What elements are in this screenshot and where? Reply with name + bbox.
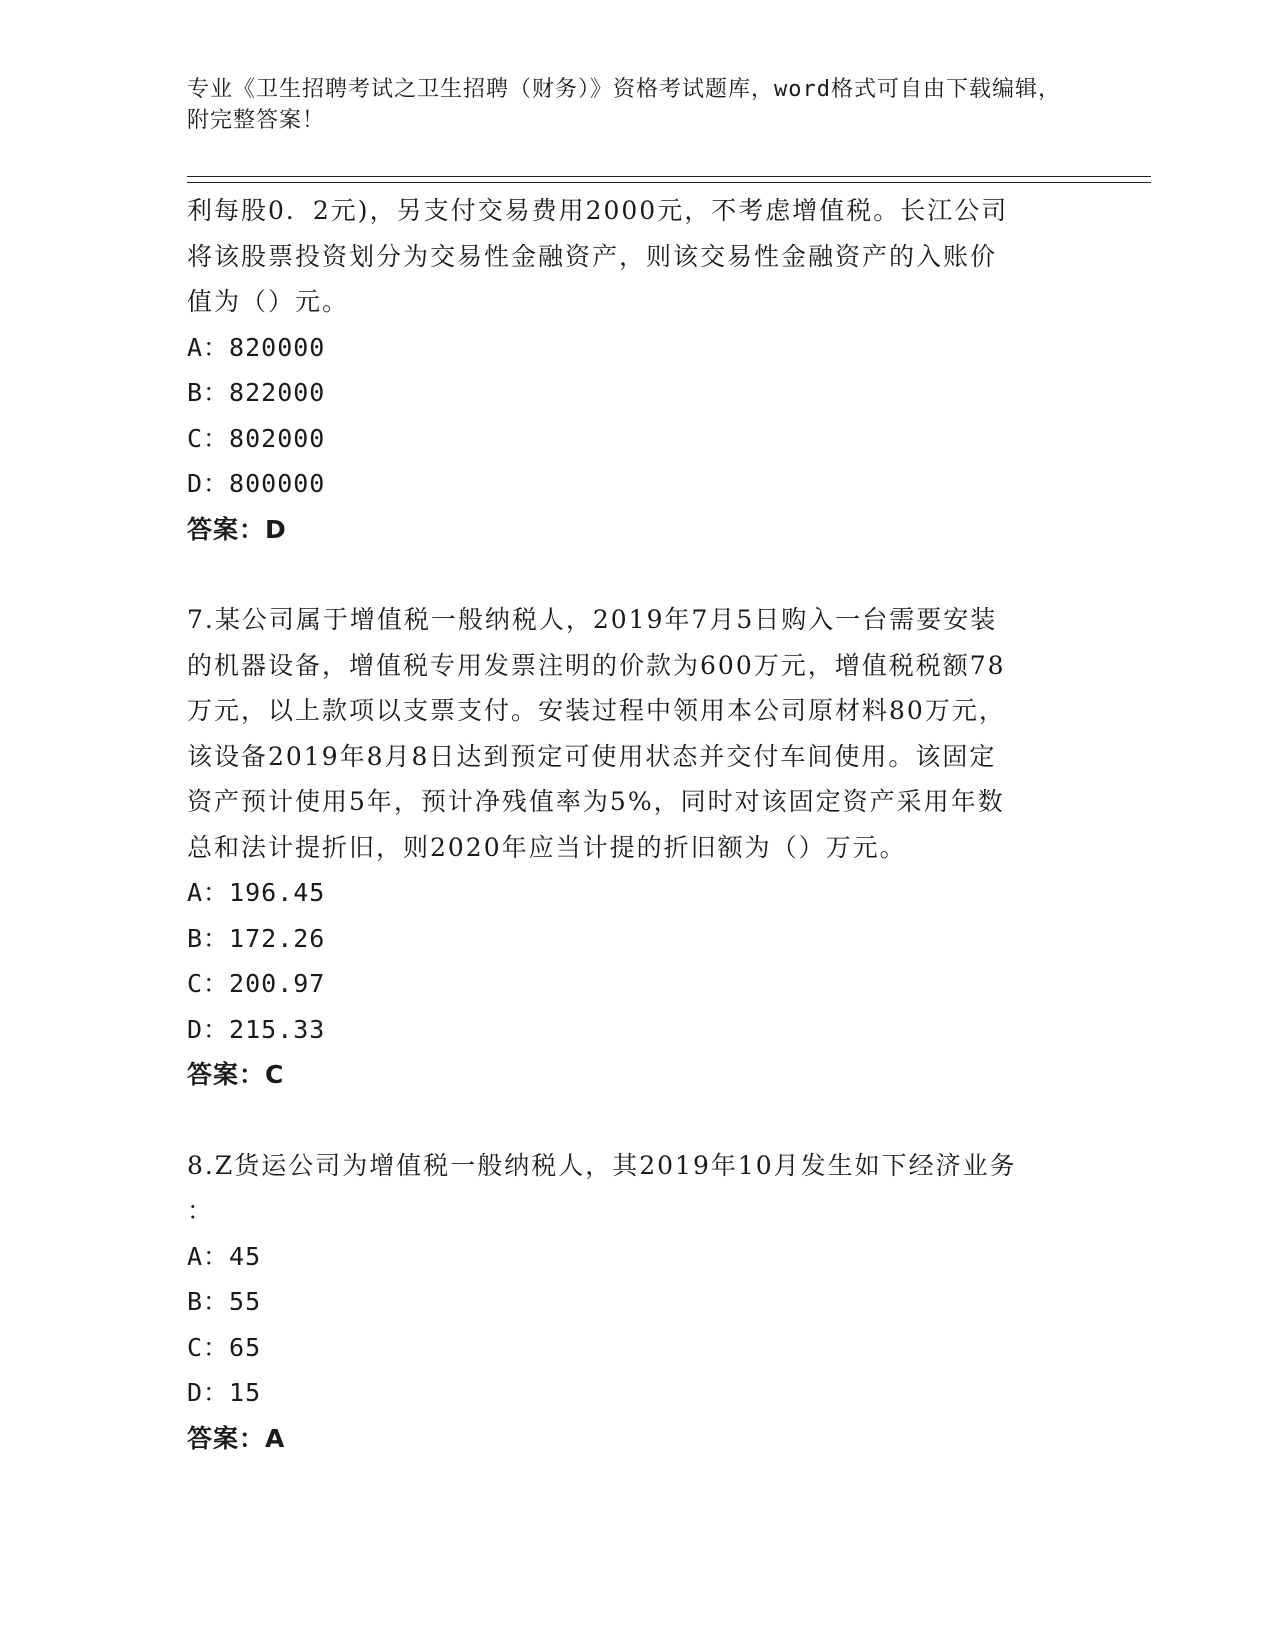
- answer-line: 答案：C: [187, 1060, 285, 1089]
- option-a: A：45: [187, 1241, 262, 1271]
- option-b: B：172.26: [187, 923, 326, 953]
- option-b: B：822000: [187, 378, 326, 407]
- question-stem-line: ：: [187, 1196, 215, 1225]
- question-stem-line: 值为（）元。: [187, 287, 350, 316]
- question-stem-line: 资产预计使用5年，预计净残值率为5%，同时对该固定资产采用年数: [187, 787, 1005, 816]
- question-stem-line: 万元，以上款项以支票支付。安装过程中领用本公司原材料80万元，: [187, 696, 1006, 725]
- question-block: [187, 188, 1087, 552]
- document-body: [187, 188, 1087, 1461]
- option-d: D：800000: [187, 469, 326, 498]
- option-c: C：200.97: [187, 969, 326, 998]
- question-block: [187, 597, 1087, 1098]
- option-d: D：215.33: [187, 1014, 326, 1044]
- answer-line: 答案：D: [187, 514, 287, 544]
- question-stem-line: 8.Z货运公司为增值税一般纳税人，其2019年10月发生如下经济业务: [187, 1150, 1017, 1180]
- option-a: A：196.45: [187, 878, 326, 907]
- question-stem-line: 7.某公司属于增值税一般纳税人，2019年7月5日购入一台需要安装: [187, 605, 998, 634]
- option-c: C：802000: [187, 423, 326, 453]
- question-stem-line: 利每股0．2元)，另支付交易费用2000元，不考虑增值税。长江公司: [187, 196, 1009, 225]
- question-spacer: [187, 552, 1087, 597]
- page-header: 专业《卫生招聘考试之卫生招聘（财务）》资格考试题库，word格式可自由下载编辑，附完整答案！: [187, 77, 1061, 133]
- option-d: D：15: [187, 1378, 262, 1407]
- option-a: A：820000: [187, 332, 326, 362]
- question-stem-line: 的机器设备，增值税专用发票注明的价款为600万元，增值税税额78: [187, 650, 1006, 680]
- header-divider: [187, 176, 1151, 177]
- answer-line: 答案：A: [187, 1423, 286, 1453]
- question-stem-line: 总和法计提折旧，则2020年应当计提的折旧额为（）万元。: [187, 832, 907, 862]
- question-stem-line: 将该股票投资划分为交易性金融资产，则该交易性金融资产的入账价: [187, 241, 998, 271]
- question-stem-line: 该设备2019年8月8日达到预定可使用状态并交付车间使用。该固定: [187, 741, 997, 771]
- option-c: C：65: [187, 1332, 262, 1362]
- question-spacer: [187, 1098, 1087, 1143]
- header-divider: [187, 182, 1151, 183]
- option-b: B：55: [187, 1287, 262, 1316]
- question-block: [187, 1143, 1087, 1462]
